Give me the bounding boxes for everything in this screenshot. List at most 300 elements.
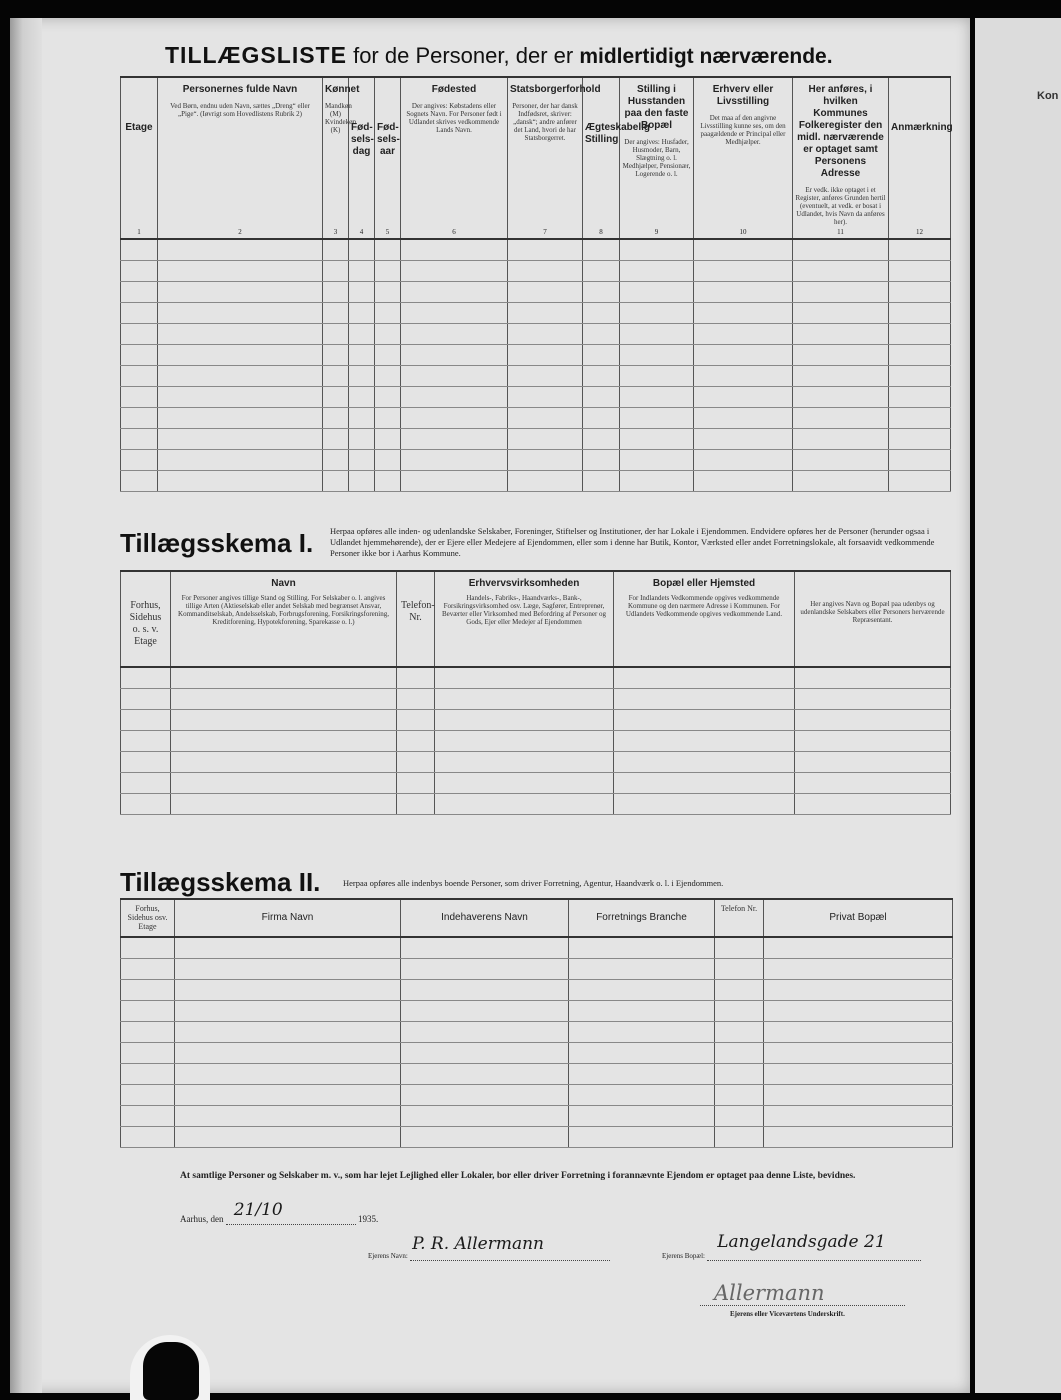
skema2-cell (175, 1022, 401, 1043)
skema1-cell (397, 752, 435, 773)
skema2-row (121, 1106, 953, 1127)
list-cell (158, 324, 323, 345)
list-cell (349, 471, 375, 492)
skema2-row (121, 1064, 953, 1085)
list-cell (583, 387, 620, 408)
skema1-cell (121, 731, 171, 752)
list-col-title: Statsborgerforhold (510, 84, 601, 95)
skema2-cell (121, 937, 175, 959)
list-row (121, 366, 951, 387)
list-cell (323, 366, 349, 387)
list-cell (793, 345, 889, 366)
list-cell (889, 282, 951, 303)
list-cell (694, 366, 793, 387)
list-cell (158, 239, 323, 261)
declaration-text: At samtlige Personer og Selskaber m. v., som har lejet Lejlighed eller Lokaler, bor eller driver Forretning i forannævnte Ejendom er optaget paa denne Liste, bevidnes. (180, 1171, 856, 1181)
page-title (165, 42, 833, 69)
list-row (121, 387, 951, 408)
list-cell (889, 324, 951, 345)
skema2-cell (175, 1001, 401, 1022)
list-col-header (508, 77, 601, 239)
owner-name-line (368, 1234, 610, 1261)
list-col-header (401, 77, 508, 239)
skema2-cell (569, 959, 715, 980)
signature-handwriting: Allermann (714, 1281, 825, 1305)
list-cell (793, 408, 889, 429)
skema1-col-title: Navn (271, 578, 296, 589)
skema1-cell (397, 710, 435, 731)
skema2-cell (569, 1106, 715, 1127)
list-cell (323, 239, 349, 261)
skema1-cell (435, 710, 614, 731)
list-col-number: 4 (359, 228, 364, 236)
skema2-cell (175, 1127, 401, 1148)
skema1-cell (171, 731, 397, 752)
list-cell (121, 261, 158, 282)
skema1-col-title: Bopæl eller Hjemsted (652, 578, 756, 589)
owner-name-label: Ejerens Navn: (368, 1252, 408, 1260)
list-cell (121, 471, 158, 492)
skema2-col-header (569, 899, 715, 937)
owner-addr-handwriting: Langelandsgade 21 (717, 1232, 886, 1252)
list-cell (323, 324, 349, 345)
list-cell (158, 303, 323, 324)
list-cell (620, 239, 694, 261)
skema1-col-header (121, 571, 171, 667)
list-row (121, 239, 951, 261)
list-col-instruction: Personer, der har dansk Indfødsret, skriver: „dansk“; andre anfører det Land, hvori de har Statsborgerret. (512, 102, 578, 142)
list-cell (508, 471, 583, 492)
list-cell (583, 429, 620, 450)
tillaegsliste-table (120, 76, 951, 492)
list-cell (583, 471, 620, 492)
list-cell (793, 471, 889, 492)
skema1-cell (795, 773, 951, 794)
list-col-number: 8 (599, 228, 603, 236)
list-cell (158, 450, 323, 471)
list-cell (793, 261, 889, 282)
list-col-header (583, 77, 651, 239)
title-rest-a: for de Personer, der er (353, 43, 574, 68)
list-cell (793, 239, 889, 261)
list-cell (375, 450, 401, 471)
list-col-title: Fød-sels-aar (377, 122, 400, 157)
skema2-col-header (121, 899, 175, 937)
skema1-cell (121, 773, 171, 794)
list-col-instruction: Der angives: Husfader, Husmoder, Barn, Slægtning o. l. Medhjælper, Pensionær, Logerende o. l. (622, 138, 691, 178)
skema1-col-instruction: Handels-, Fabriks-, Haandværks-, Bank-, Forsikringsvirksomhed osv. Læge, Sagfører, Entreprenør, Beværter eller Virksomhed med Befordring af Personer og Gods, Ejer eller Medejer af Ejendommen (441, 594, 607, 626)
list-cell (323, 408, 349, 429)
list-cell (375, 261, 401, 282)
list-row (121, 324, 951, 345)
list-cell (158, 429, 323, 450)
list-cell (401, 471, 508, 492)
list-col-header (323, 77, 360, 239)
owner-addr-line (662, 1232, 921, 1261)
list-cell (401, 366, 508, 387)
list-cell (158, 345, 323, 366)
skema2-cell (175, 1106, 401, 1127)
skema1-row (121, 689, 951, 710)
skema1-cell (171, 710, 397, 731)
skema1-title: Tillægsskema I. (120, 528, 314, 558)
list-cell (694, 261, 793, 282)
list-cell (583, 324, 620, 345)
list-cell (508, 387, 583, 408)
list-cell (158, 408, 323, 429)
list-cell (508, 366, 583, 387)
list-cell (508, 450, 583, 471)
skema1-cell (435, 689, 614, 710)
skema2-cell (175, 1043, 401, 1064)
list-cell (694, 239, 793, 261)
skema1-cell (614, 689, 795, 710)
list-cell (793, 282, 889, 303)
skema1-row (121, 731, 951, 752)
list-col-number: 3 (333, 228, 338, 236)
list-cell (793, 303, 889, 324)
skema1-col-title: Telefon-Nr. (401, 600, 435, 623)
skema2-cell (764, 1085, 953, 1106)
list-cell (694, 408, 793, 429)
skema2-cell (715, 1001, 764, 1022)
signature-field (700, 1283, 905, 1306)
list-col-title: Anmærkning (891, 122, 953, 133)
list-col-header (620, 77, 694, 239)
list-cell (349, 387, 375, 408)
skema2-cell (764, 1043, 953, 1064)
skema2-row (121, 1022, 953, 1043)
list-cell (121, 408, 158, 429)
list-cell (158, 387, 323, 408)
skema2-cell (715, 1106, 764, 1127)
skema2-table (120, 898, 953, 1148)
skema2-cell (401, 1022, 569, 1043)
list-cell (694, 471, 793, 492)
skema1-cell (435, 773, 614, 794)
list-col-instruction: Mandkøn (M) Kvindekøn (K) (325, 102, 357, 134)
skema1-cell (397, 667, 435, 689)
list-cell (323, 471, 349, 492)
list-col-instruction: Ved Børn, endnu uden Navn, sættes „Dreng“ eller „Pige“. (Iøvrigt som Hovedlistens Rubrik 2) (170, 102, 310, 118)
list-cell (620, 282, 694, 303)
date-line (180, 1200, 379, 1225)
skema2-cell (121, 1064, 175, 1085)
list-cell (323, 345, 349, 366)
skema1-col-header (397, 571, 435, 667)
skema2-row (121, 1043, 953, 1064)
skema2-cell (569, 1085, 715, 1106)
list-col-title: Fødested (431, 84, 477, 95)
list-cell (583, 450, 620, 471)
skema2-cell (121, 980, 175, 1001)
list-col-number: 9 (654, 228, 659, 236)
list-col-header (158, 77, 323, 239)
list-cell (508, 303, 583, 324)
list-cell (121, 387, 158, 408)
skema1-row (121, 710, 951, 731)
skema1-row (121, 773, 951, 794)
list-cell (349, 366, 375, 387)
list-cell (375, 239, 401, 261)
list-cell (375, 429, 401, 450)
skema2-cell (401, 1127, 569, 1148)
skema2-cell (121, 1127, 175, 1148)
list-col-title: Ægteskabelig Stilling (585, 122, 651, 145)
skema1-cell (795, 731, 951, 752)
skema1-cell (397, 773, 435, 794)
skema1-cell (397, 731, 435, 752)
skema2-cell (121, 1085, 175, 1106)
skema2-cell (715, 1127, 764, 1148)
list-cell (349, 345, 375, 366)
list-cell (508, 261, 583, 282)
list-cell (694, 345, 793, 366)
list-col-number: 7 (543, 228, 547, 236)
skema1-cell (397, 689, 435, 710)
skema2-row (121, 937, 953, 959)
list-col-header (694, 77, 793, 239)
skema1-col-instruction: For Personer angives tillige Stand og Stilling. For Selskaber o. l. angives tillige Arten (Aktieselskab eller andet Selskab med begrænset Ansvar, Kommanditselskab, Andelsselskab, Forbrugsforening, Forsikringsforening, Kreditforening, Hypotekforening, Sparekasse o. l.) (178, 594, 389, 626)
skema1-cell (171, 689, 397, 710)
year-label: 1935. (358, 1214, 379, 1224)
skema2-row (121, 980, 953, 1001)
list-cell (620, 429, 694, 450)
list-cell (323, 303, 349, 324)
skema2-row (121, 1001, 953, 1022)
skema1-cell (397, 794, 435, 815)
list-cell (583, 239, 620, 261)
list-cell (349, 282, 375, 303)
list-col-number: 12 (916, 228, 923, 236)
list-cell (889, 429, 951, 450)
skema1-cell (435, 752, 614, 773)
skema2-col-title: Firma Navn (261, 912, 314, 923)
skema2-col-title: Telefon Nr. (720, 904, 758, 913)
skema2-col-title: Privat Bopæl (829, 912, 887, 923)
skema2-row (121, 1127, 953, 1148)
list-cell (620, 303, 694, 324)
place-label: Aarhus, den (180, 1214, 224, 1224)
skema2-cell (764, 1001, 953, 1022)
list-cell (401, 429, 508, 450)
skema2-cell (569, 1022, 715, 1043)
skema1-cell (795, 689, 951, 710)
skema1-cell (121, 710, 171, 731)
skema1-cell (171, 773, 397, 794)
skema2-cell (175, 980, 401, 1001)
list-cell (889, 471, 951, 492)
list-cell (349, 408, 375, 429)
skema2-cell (175, 937, 401, 959)
list-col-title: Personernes fulde Navn (182, 84, 298, 95)
list-cell (694, 303, 793, 324)
list-cell (121, 429, 158, 450)
list-cell (375, 303, 401, 324)
list-cell (508, 324, 583, 345)
list-col-title: Kønnet (325, 84, 360, 95)
list-cell (323, 261, 349, 282)
signature-label: Ejerens eller Viceværtens Underskrift. (730, 1310, 845, 1318)
skema2-cell (401, 1001, 569, 1022)
list-cell (349, 450, 375, 471)
list-cell (694, 282, 793, 303)
list-cell (121, 345, 158, 366)
list-cell (121, 450, 158, 471)
list-cell (694, 450, 793, 471)
date-handwriting: 21/10 (233, 1200, 283, 1220)
skema2-cell (121, 1106, 175, 1127)
skema2-col-header (175, 899, 401, 937)
list-cell (694, 387, 793, 408)
skema1-col-header (795, 571, 951, 667)
skema2-cell (401, 1043, 569, 1064)
list-cell (375, 387, 401, 408)
list-col-header (889, 77, 951, 239)
list-cell (349, 324, 375, 345)
skema1-cell (121, 794, 171, 815)
skema1-cell (435, 794, 614, 815)
page-binding (10, 18, 42, 1393)
skema2-cell (715, 937, 764, 959)
list-cell (620, 345, 694, 366)
skema2-cell (121, 1001, 175, 1022)
binding-clip (143, 1342, 199, 1400)
skema1-cell (795, 667, 951, 689)
list-col-number: 5 (385, 228, 390, 236)
list-cell (620, 261, 694, 282)
skema2-col-header (764, 899, 953, 937)
skema2-cell (764, 1106, 953, 1127)
list-cell (508, 239, 583, 261)
skema2-col-header (715, 899, 764, 937)
skema1-cell (121, 689, 171, 710)
skema1-table (120, 570, 951, 815)
skema2-cell (715, 1064, 764, 1085)
skema1-cell (435, 731, 614, 752)
list-cell (401, 239, 508, 261)
skema1-col-header (614, 571, 795, 667)
list-col-title: Fød-sels-dag (351, 122, 374, 157)
list-col-title: Erhverv eller Livsstilling (712, 84, 774, 107)
skema1-cell (171, 752, 397, 773)
list-cell (375, 471, 401, 492)
list-cell (620, 366, 694, 387)
skema2-cell (569, 937, 715, 959)
list-cell (375, 366, 401, 387)
list-cell (620, 408, 694, 429)
list-cell (508, 282, 583, 303)
list-col-number: 1 (137, 228, 141, 236)
list-cell (620, 471, 694, 492)
list-cell (121, 282, 158, 303)
list-cell (349, 303, 375, 324)
skema2-cell (764, 1127, 953, 1148)
list-col-instruction: Der angives: Købstadens eller Sognets Navn. For Personer født i Udlandet skrives vedkommende Lands Navn. (406, 102, 502, 134)
list-cell (583, 261, 620, 282)
skema2-cell (715, 1085, 764, 1106)
skema2-cell (715, 980, 764, 1001)
skema2-col-title: Indehaverens Navn (441, 912, 528, 923)
list-cell (508, 408, 583, 429)
skema2-cell (401, 1106, 569, 1127)
skema2-row (121, 959, 953, 980)
title-rest-b: midlertidigt nærværende. (579, 45, 833, 68)
skema2-cell (569, 1064, 715, 1085)
list-col-header (793, 77, 889, 239)
list-cell (401, 303, 508, 324)
list-cell (583, 366, 620, 387)
list-cell (793, 366, 889, 387)
list-cell (323, 282, 349, 303)
skema1-cell (614, 773, 795, 794)
list-row (121, 408, 951, 429)
skema1-row (121, 794, 951, 815)
list-cell (793, 429, 889, 450)
list-row (121, 303, 951, 324)
list-row (121, 282, 951, 303)
list-col-instruction: Det maa af den angivne Livsstilling kunne ses, om den paagældende er Principal eller Medhjælper. (700, 114, 786, 146)
skema2-cell (401, 937, 569, 959)
list-col-number: 2 (238, 228, 242, 236)
list-col-title: Stilling i Husstanden paa den faste Bopæl (624, 84, 689, 131)
skema2-cell (401, 1085, 569, 1106)
skema1-col-header (435, 571, 614, 667)
skema1-cell (614, 710, 795, 731)
list-cell (401, 324, 508, 345)
list-col-header (375, 77, 401, 239)
list-cell (349, 239, 375, 261)
list-cell (375, 408, 401, 429)
list-cell (401, 387, 508, 408)
skema2-cell (121, 1043, 175, 1064)
skema2-note: Herpaa opføres alle indenbys boende Personer, som driver Forretning, Agentur, Haandværk o. l. i Ejendommen. (343, 878, 724, 888)
skema1-cell (795, 794, 951, 815)
list-cell (889, 303, 951, 324)
skema1-col-title: Forhus, Sidehus o. s. v. Etage (129, 600, 162, 647)
list-cell (583, 408, 620, 429)
skema1-note: Herpaa opføres alle inden- og udenlandske Selskaber, Foreninger, Stiftelser og Institutioner, der har Lokale i Ejendommen. Endvidere opføres her de Personer (herunder ogsaa i Udlandet hjemmehørende), der er Ejere eller Medejere af Ejendommen, eller som i denne har Butik, Kontor, Værksted eller andet Forretningslokale, alt forsaavidt vedkommende Personer ikke bor i Aarhus Kommune. (330, 526, 935, 558)
skema2-cell (764, 959, 953, 980)
skema2-cell (764, 1022, 953, 1043)
list-cell (508, 345, 583, 366)
owner-name-field (410, 1234, 610, 1261)
list-cell (583, 282, 620, 303)
list-cell (889, 366, 951, 387)
skema2-cell (401, 980, 569, 1001)
list-cell (793, 450, 889, 471)
list-cell (121, 303, 158, 324)
skema1-cell (121, 752, 171, 773)
owner-addr-field (707, 1232, 921, 1261)
list-cell (694, 324, 793, 345)
skema1-col-instruction: Her angives Navn og Bopæl paa udenbys og udenlandske Selskabers eller Personers herværende Repræsentant. (800, 600, 945, 624)
skema1-cell (435, 667, 614, 689)
list-cell (889, 345, 951, 366)
skema2-cell (764, 1064, 953, 1085)
list-cell (158, 471, 323, 492)
skema1-cell (614, 794, 795, 815)
list-row (121, 471, 951, 492)
list-cell (583, 345, 620, 366)
list-col-number: 10 (739, 228, 747, 236)
skema1-cell (614, 731, 795, 752)
list-col-number: 11 (837, 228, 844, 236)
skema2-cell (715, 1022, 764, 1043)
list-cell (793, 387, 889, 408)
list-row (121, 261, 951, 282)
list-cell (375, 345, 401, 366)
